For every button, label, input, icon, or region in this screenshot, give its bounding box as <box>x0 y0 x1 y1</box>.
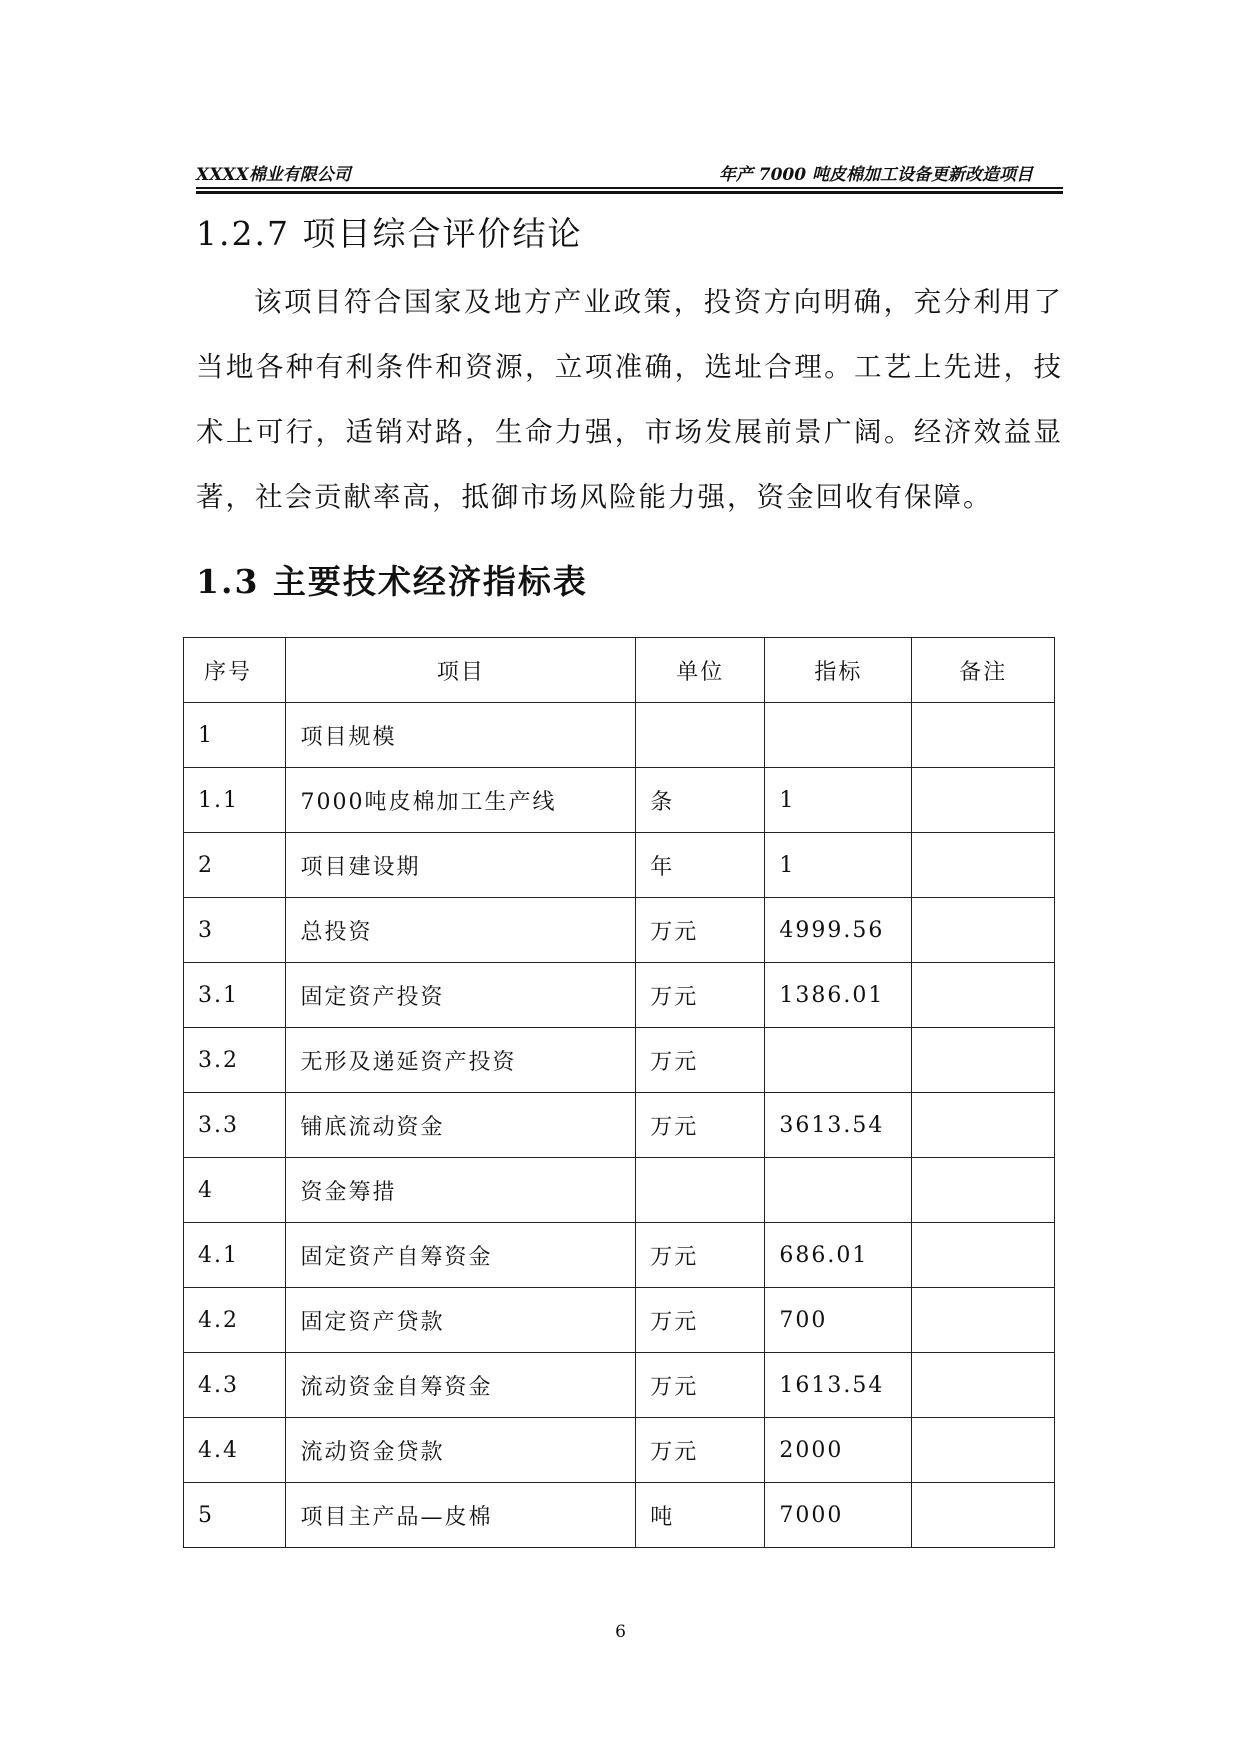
table-row <box>184 833 1055 898</box>
header-cell-index: 序号 <box>184 638 286 703</box>
cell-item: 总投资 <box>286 898 636 963</box>
cell-unit: 万元 <box>636 963 765 1028</box>
cell-index: 1 <box>184 703 286 768</box>
cell-remark <box>912 963 1055 1028</box>
cell-value: 1 <box>765 768 912 833</box>
cell-value: 686.01 <box>765 1223 912 1288</box>
cell-item: 无形及递延资产投资 <box>286 1028 636 1093</box>
cell-index: 4 <box>184 1158 286 1223</box>
section-heading-1-3: 1.3 主要技术经济指标表 <box>196 562 588 601</box>
cell-item: 固定资产自筹资金 <box>286 1223 636 1288</box>
cell-unit: 吨 <box>636 1483 765 1548</box>
cell-index: 4.4 <box>184 1418 286 1483</box>
cell-unit: 年 <box>636 833 765 898</box>
table-row <box>184 1158 1055 1223</box>
table-row <box>184 1483 1055 1548</box>
header-cell-remark: 备注 <box>912 638 1055 703</box>
cell-index: 4.2 <box>184 1288 286 1353</box>
cell-remark <box>912 833 1055 898</box>
cell-item: 固定资产投资 <box>286 963 636 1028</box>
table-row <box>184 1028 1055 1093</box>
cell-item: 7000吨皮棉加工生产线 <box>286 768 636 833</box>
table-row <box>184 1288 1055 1353</box>
cell-value <box>765 1158 912 1223</box>
cell-remark <box>912 703 1055 768</box>
header-rule-thick <box>196 191 1063 194</box>
cell-index: 3.1 <box>184 963 286 1028</box>
cell-unit: 万元 <box>636 898 765 963</box>
cell-index: 1.1 <box>184 768 286 833</box>
cell-remark <box>912 1158 1055 1223</box>
header-project: 年产 7000 吨皮棉加工设备更新改造项目 <box>718 165 1033 185</box>
cell-value: 2000 <box>765 1418 912 1483</box>
table-row <box>184 703 1055 768</box>
table-row <box>184 768 1055 833</box>
cell-unit <box>636 703 765 768</box>
section-paragraph: 该项目符合国家及地方产业政策，投资方向明确，充分利用了当地各种有利条件和资源，立项准确，选址合理。工艺上先进，技术上可行，适销对路，生命力强，市场发展前景广阔。经济效益显著，社会贡献率高，抵御市场风险能力强，资金回收有保障。 <box>196 286 1063 513</box>
cell-value: 1 <box>765 833 912 898</box>
table-row <box>184 1353 1055 1418</box>
cell-unit: 万元 <box>636 1353 765 1418</box>
section-heading-1-2-7: 1.2.7 项目综合评价结论 <box>196 214 583 253</box>
cell-unit: 万元 <box>636 1288 765 1353</box>
cell-remark <box>912 1288 1055 1353</box>
table-header-row <box>184 638 1055 703</box>
table-row <box>184 898 1055 963</box>
indicator-table <box>183 637 1055 1548</box>
cell-value: 3613.54 <box>765 1093 912 1158</box>
cell-unit: 万元 <box>636 1418 765 1483</box>
cell-value <box>765 703 912 768</box>
cell-item: 资金筹措 <box>286 1158 636 1223</box>
table-row <box>184 1223 1055 1288</box>
cell-index: 3 <box>184 898 286 963</box>
table-row <box>184 1093 1055 1158</box>
table-row <box>184 1418 1055 1483</box>
cell-item: 项目规模 <box>286 703 636 768</box>
cell-index: 3.2 <box>184 1028 286 1093</box>
running-header <box>196 160 1063 184</box>
header-rule-thin <box>196 187 1063 189</box>
cell-remark <box>912 768 1055 833</box>
header-cell-unit: 单位 <box>636 638 765 703</box>
cell-value: 1613.54 <box>765 1353 912 1418</box>
cell-remark <box>912 1418 1055 1483</box>
cell-item: 铺底流动资金 <box>286 1093 636 1158</box>
cell-remark <box>912 1483 1055 1548</box>
page-number: 6 <box>615 1622 626 1642</box>
table-row <box>184 963 1055 1028</box>
header-company: XXXX棉业有限公司 <box>196 165 351 185</box>
cell-index: 3.3 <box>184 1093 286 1158</box>
cell-value: 700 <box>765 1288 912 1353</box>
cell-unit: 万元 <box>636 1223 765 1288</box>
cell-index: 4.1 <box>184 1223 286 1288</box>
header-cell-item: 项目 <box>286 638 636 703</box>
cell-remark <box>912 1093 1055 1158</box>
cell-index: 2 <box>184 833 286 898</box>
cell-item: 固定资产贷款 <box>286 1288 636 1353</box>
cell-unit: 万元 <box>636 1028 765 1093</box>
cell-item: 项目建设期 <box>286 833 636 898</box>
cell-unit <box>636 1158 765 1223</box>
cell-value: 7000 <box>765 1483 912 1548</box>
cell-remark <box>912 1223 1055 1288</box>
cell-unit: 条 <box>636 768 765 833</box>
header-cell-value: 指标 <box>765 638 912 703</box>
cell-unit: 万元 <box>636 1093 765 1158</box>
cell-value: 1386.01 <box>765 963 912 1028</box>
cell-remark <box>912 1353 1055 1418</box>
cell-item: 项目主产品—皮棉 <box>286 1483 636 1548</box>
cell-value: 4999.56 <box>765 898 912 963</box>
cell-value <box>765 1028 912 1093</box>
cell-remark <box>912 898 1055 963</box>
cell-item: 流动资金自筹资金 <box>286 1353 636 1418</box>
cell-item: 流动资金贷款 <box>286 1418 636 1483</box>
cell-index: 4.3 <box>184 1353 286 1418</box>
cell-remark <box>912 1028 1055 1093</box>
cell-index: 5 <box>184 1483 286 1548</box>
